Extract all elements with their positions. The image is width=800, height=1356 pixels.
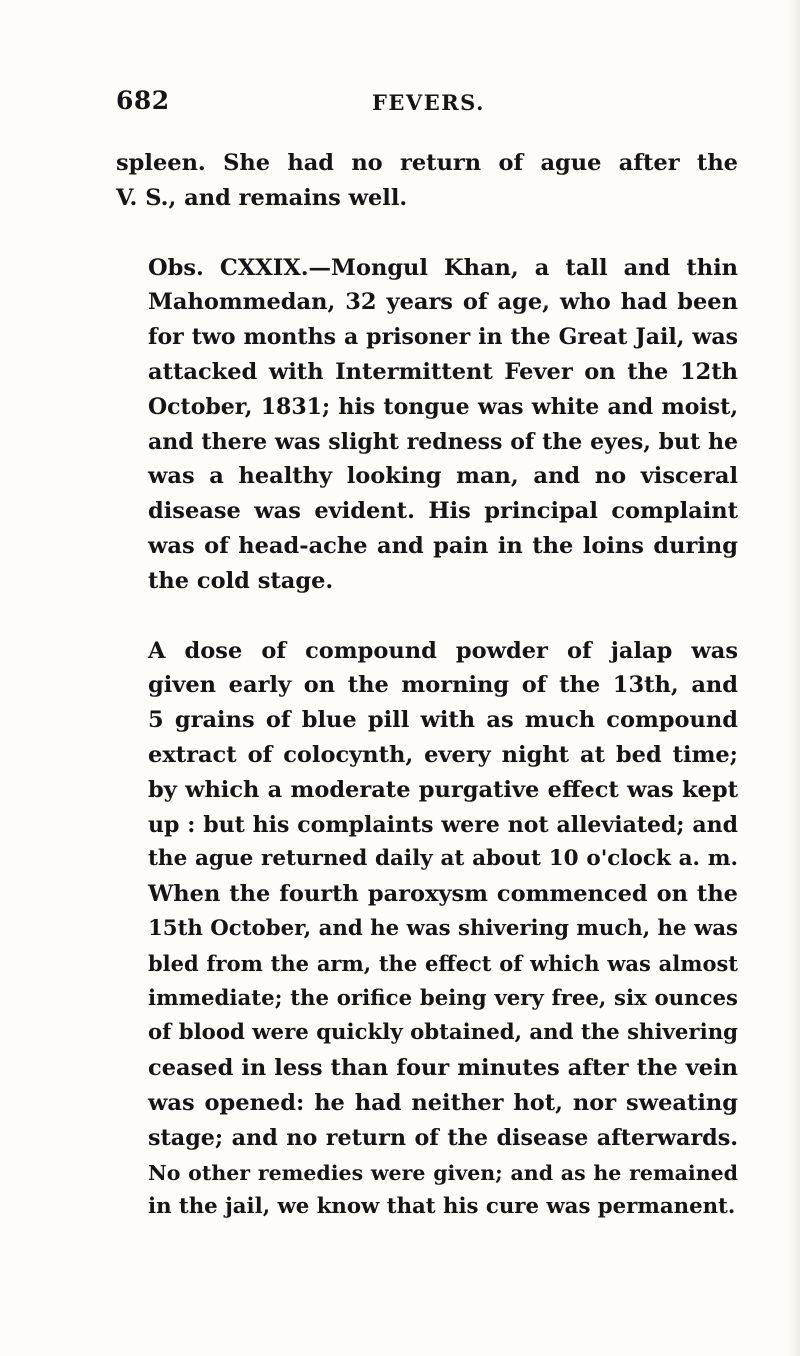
text-line: disease was evident. His principal complaint: [148, 498, 738, 525]
text-line: extract of colocynth, every night at bed time;: [148, 741, 738, 768]
running-title: FEVERS.: [372, 90, 485, 115]
text-line: No other remedies were given; and as he remained: [148, 1160, 738, 1185]
text-line: immediate; the orifice being very free, six ounces: [148, 985, 738, 1011]
text-line: the ague returned daily at about 10 o'clock a. m.: [148, 846, 738, 872]
text-line: ceased in less than four minutes after the vein: [148, 1055, 738, 1082]
text-line: and there was slight redness of the eyes, but he: [148, 428, 738, 455]
text-line: A dose of compound powder of jalap was: [148, 637, 738, 664]
text-line: Mahommedan, 32 years of age, who had been: [148, 289, 738, 316]
text-line: spleen. She had no return of ague after the: [116, 150, 738, 176]
running-head: [116, 80, 736, 120]
paragraph-1: [116, 146, 738, 216]
text-line: up : but his complaints were not alleviated; and: [148, 811, 738, 838]
text-line: When the fourth paroxysm commenced on the: [148, 881, 738, 908]
paragraph-3: [116, 634, 738, 1226]
text-line: was opened: he had neither hot, nor sweating: [148, 1089, 738, 1116]
text-line: 5 grains of blue pill with as much compound: [148, 707, 738, 734]
body-text: [116, 146, 738, 1225]
text-line: given early on the morning of the 13th, and: [148, 672, 738, 699]
text-line: for two months a prisoner in the Great Jail, was: [148, 324, 738, 351]
text-line: was of head-ache and pain in the loins during: [148, 532, 738, 559]
text-line: bled from the arm, the effect of which was almost: [148, 950, 738, 976]
text-line: the cold stage.: [148, 567, 334, 594]
text-line: Obs. CXXIX.—Mongul Khan, a tall and thin: [148, 254, 738, 281]
text-line: V. S., and remains well.: [116, 184, 408, 211]
text-line: October, 1831; his tongue was white and moist,: [148, 393, 738, 420]
text-line: by which a moderate purgative effect was kept: [148, 776, 738, 803]
paragraph-2: [116, 251, 738, 599]
text-line: attacked with Intermittent Fever on the 12th: [148, 358, 738, 385]
text-line: stage; and no return of the disease afterwards.: [148, 1124, 738, 1151]
text-line: of blood were quickly obtained, and the shivering: [148, 1020, 738, 1046]
page-number: 682: [116, 86, 170, 115]
text-line: in the jail, we know that his cure was permanent.: [148, 1194, 736, 1220]
text-line: 15th October, and he was shivering much, he was: [148, 915, 738, 941]
text-line: was a healthy looking man, and no visceral: [148, 463, 738, 490]
